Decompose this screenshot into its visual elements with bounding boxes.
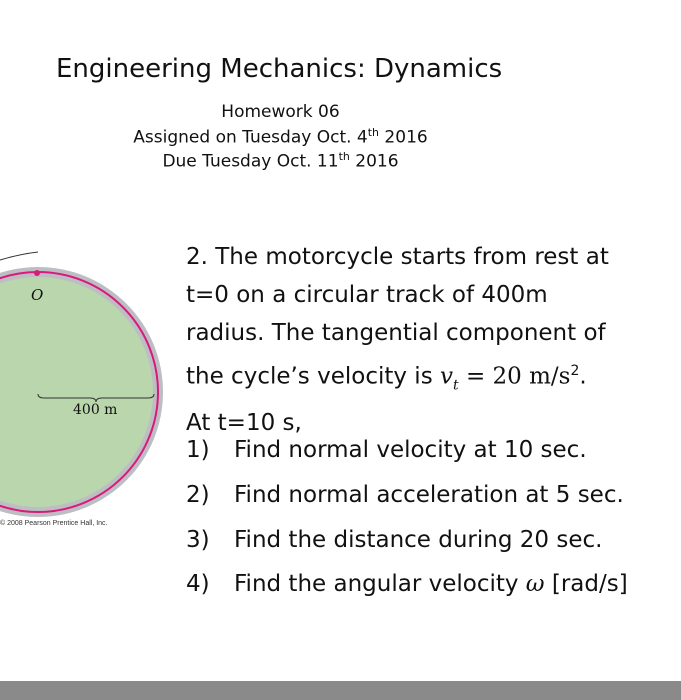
radius-label: 400 m [73,402,118,418]
question-4: 4) Find the angular velocity ω [rad/s] [186,571,628,597]
origin-label: O [31,286,44,304]
homework-number: Homework 06 [221,102,340,122]
problem-text: 2. The motorcycle starts from rest at t=0 on a circular track of 400m radius. The tangential component of the cycle’s velocity is $v_t = 20$ $m/s^2$. At t=10 s, [186,244,609,437]
circular-track-figure [0,230,180,550]
bottom-bar [0,681,681,700]
due-date: Due Tuesday Oct. 11th 2016 [162,150,399,172]
path-arc [0,252,38,260]
question-1: 1) Find normal velocity at 10 sec. [186,437,587,463]
question-3: 3) Find the distance during 20 sec. [186,527,603,553]
start-point [34,270,40,276]
page-title: Engineering Mechanics: Dynamics [56,54,503,84]
question-2: 2) Find normal acceleration at 5 sec. [186,482,624,508]
copyright: © 2008 Pearson Prentice Hall, Inc. [0,520,108,527]
assigned-date: Assigned on Tuesday Oct. 4th 2016 [133,126,428,148]
